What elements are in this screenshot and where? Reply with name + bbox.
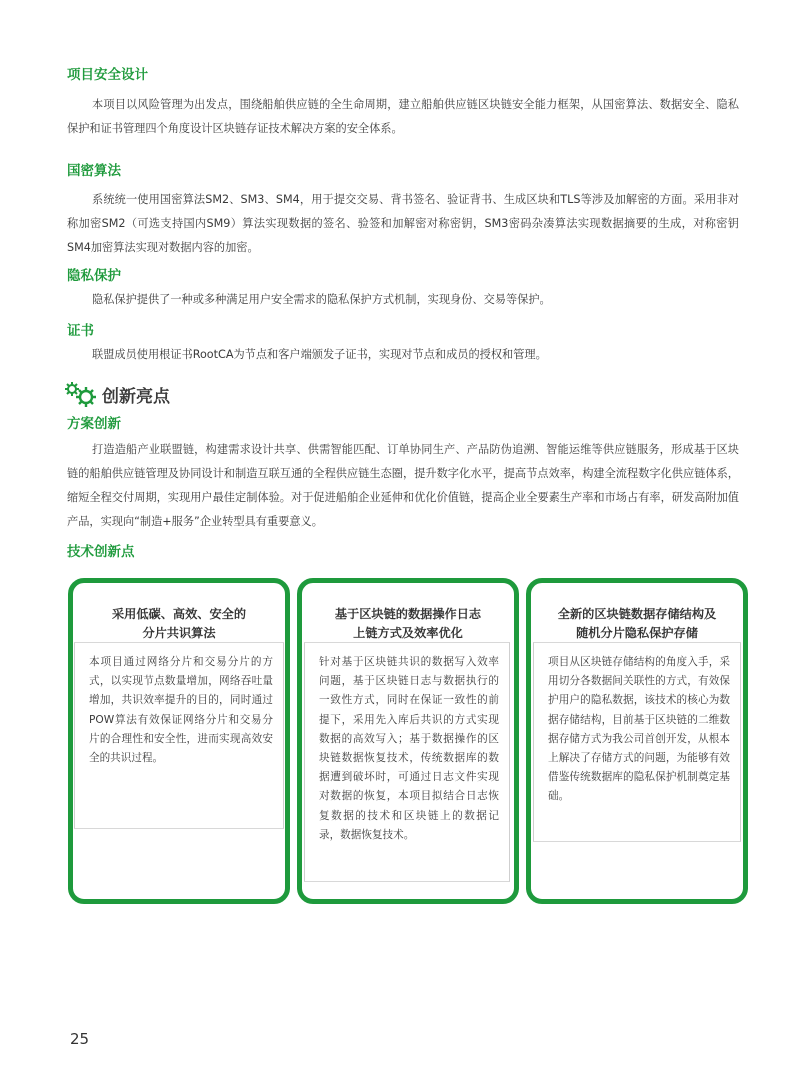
card-title-line2: 上链方式及效率优化 bbox=[353, 626, 463, 640]
innovation-section-title bbox=[62, 378, 170, 410]
innovation-title: 创新亮点 bbox=[102, 386, 170, 407]
heading-scheme-innovation: 方案创新 bbox=[67, 416, 121, 432]
card-title bbox=[531, 605, 743, 643]
gears-icon bbox=[62, 380, 98, 408]
heading-privacy: 隐私保护 bbox=[67, 268, 121, 284]
card-body-log: 针对基于区块链共识的数据写入效率问题，基于区块链日志与数据执行的一致性方式，同时在保证一致性的前提下，采用先入库后共识的方式实现数据的高效写入；基于数据操作的区块链数据恢复技术，传统数据库的数据遭到破坏时，可通过日志文件实现对数据的恢复，本项目拟结合日志恢复数据的技术和区块链上的数据记录，数据恢复技术。 bbox=[304, 642, 510, 882]
crypto-text: 系统统一使用国密算法SM2、SM3、SM4，用于提交交易、背书签名、验证背书、生成区块和TLS等涉及加解密的方面。采用非对称加密SM2（可选支持国内SM9）算法实现数据的签名、验签和加解密对称密钥，SM3密码杂凑算法实现数据摘要的生成，对称密钥SM4加密算法实现对数据内容的加密。 bbox=[67, 193, 739, 254]
card-title-line2: 随机分片隐私保护存储 bbox=[576, 626, 698, 640]
privacy-text: 隐私保护提供了一种或多种满足用户安全需求的隐私保护方式机制，实现身份、交易等保护。 bbox=[92, 293, 551, 306]
card-title bbox=[302, 605, 514, 643]
card-title bbox=[73, 605, 285, 643]
card-title-line1: 采用低碳、高效、安全的 bbox=[111, 607, 247, 621]
security-design-intro: 本项目以风险管理为出发点，围绕船舶供应链的全生命周期，建立船舶供应链区块链安全能力框架，从国密算法、数据安全、隐私保护和证书管理四个角度设计区块链存证技术解决方案的安全体系。 bbox=[67, 98, 739, 135]
page-number: 25 bbox=[70, 1030, 90, 1048]
scheme-innovation-text: 打造造船产业联盟链，构建需求设计共享、供需智能匹配、订单协同生产、产品防伪追溯、智能运维等供应链服务，形成基于区块链的船舶供应链管理及协同设计和制造互联互通的全程供应链生态圈，提升数字化水平，提高节点效率，构建全流程数字化供应链体系，缩短全程交付周期，实现用户最佳定制体验。对于促进船舶企业延伸和优化价值链，提高企业全要素生产率和市场占有率，研发高附加值产品，实现向“制造+服务”企业转型具有重要意义。 bbox=[67, 443, 739, 528]
card-title-line2: 分片共识算法 bbox=[142, 626, 216, 640]
card-body-storage: 项目从区块链存储结构的角度入手，采用切分各数据间关联性的方式，有效保护用户的隐私数据，该技术的核心为数据存储结构，目前基于区块链的二维数据存储方式为我公司首创开发，从根本上解决了存储方式的问题，为能够有效借鉴传统数据库的隐私保护机制奠定基础。 bbox=[533, 642, 741, 842]
card-body-sharding: 本项目通过网络分片和交易分片的方式，以实现节点数量增加，网络吞吐量增加，共识效率提升的目的，同时通过POW算法有效保证网络分片和交易分片的合理性和安全性，进而实现高效安全的共识过程。 bbox=[74, 642, 284, 829]
card-title-line1: 全新的区块链数据存储结构及 bbox=[557, 607, 717, 621]
card-title-line1: 基于区块链的数据操作日志 bbox=[334, 607, 482, 621]
cert-text: 联盟成员使用根证书RootCA为节点和客户端颁发子证书，实现对节点和成员的授权和管理。 bbox=[92, 348, 547, 361]
heading-security-design: 项目安全设计 bbox=[67, 67, 148, 83]
heading-tech-innovation: 技术创新点 bbox=[67, 544, 135, 560]
heading-crypto: 国密算法 bbox=[67, 163, 121, 179]
heading-cert: 证书 bbox=[67, 323, 94, 339]
